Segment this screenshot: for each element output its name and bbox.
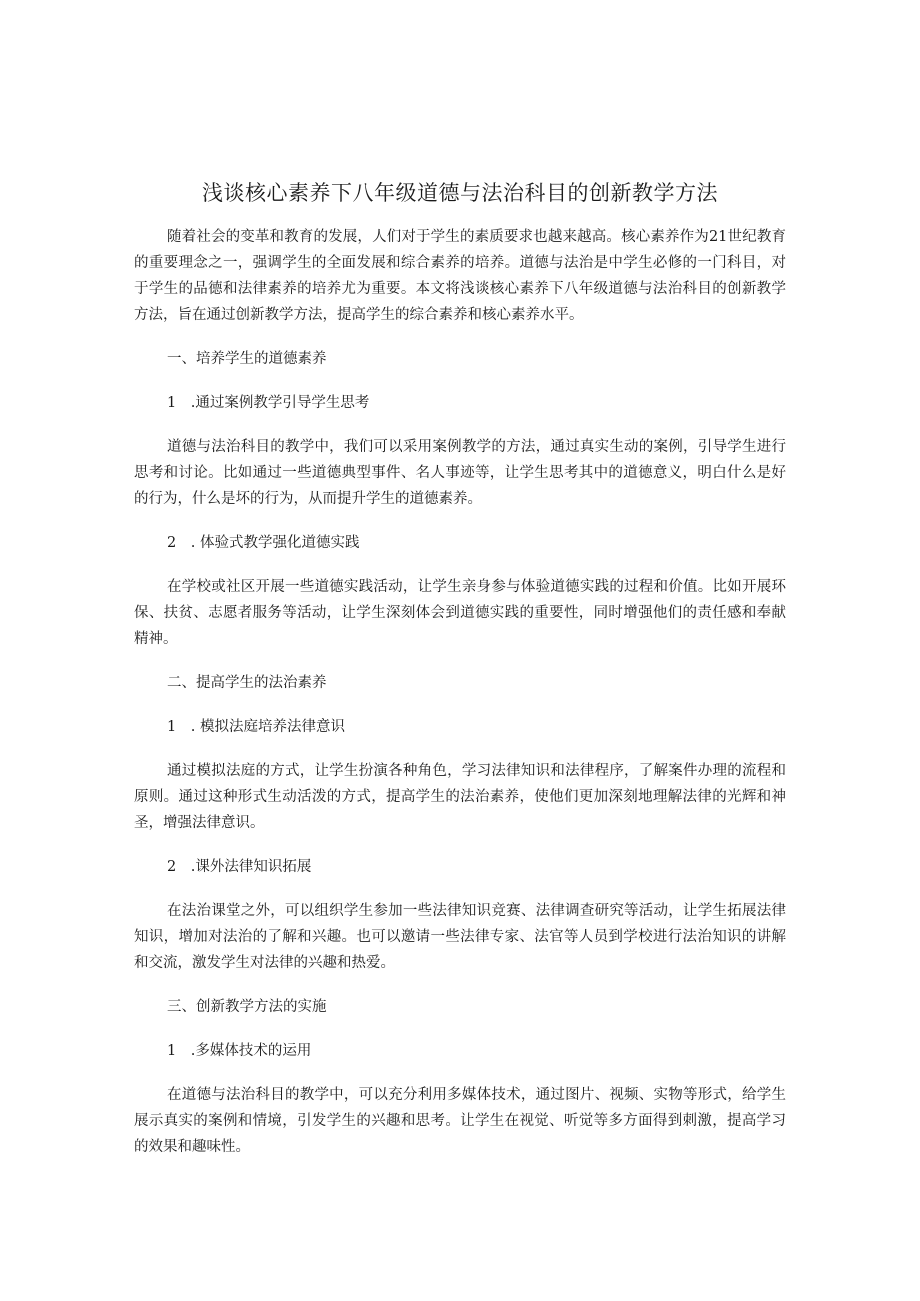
section-1-item-2-label: 2 . 体验式教学强化道德实践 [167, 535, 360, 551]
section-1-item-2-text: 在学校或社区开展一些道德实践活动，让学生亲身参与体验道德实践的过程和价值。比如开展环保、扶贫、志愿者服务等活动，让学生深刻体会到道德实践的重要性，同时增强他们的责任感和奉献精神。 [134, 579, 786, 647]
section-1-item-1-label: 1 .通过案例教学引导学生思考 [167, 395, 370, 411]
section-2-item-2-text: 在法治课堂之外，可以组织学生参加一些法律知识竞赛、法律调查研究等活动，让学生拓展法律知识，增加对法治的了解和兴趣。也可以邀请一些法律专家、法官等人员到学校进行法治知识的讲解和交流，激发学生对法律的兴趣和热爱。 [134, 903, 786, 971]
section-3-item-1-label: 1 .多媒体技术的运用 [167, 1043, 312, 1059]
section-1-heading: 一、培养学生的道德素养 [167, 351, 327, 367]
intro-paragraph: 随着社会的变革和教育的发展，人们对于学生的素质要求也越来越高。核心素养作为21世纪教育的重要理念之一，强调学生的全面发展和综合素养的培养。道德与法治是中学生必修的一门科目，对于学生的品德和法律素养的培养尤为重要。本文将浅谈核心素养下八年级道德与法治科目的创新教学方法，旨在通过创新教学方法，提高学生的综合素养和核心素养水平。 [134, 229, 786, 323]
section-2-heading: 二、提高学生的法治素养 [167, 675, 327, 691]
document-body [134, 224, 786, 1178]
section-1-item-1-text: 道德与法治科目的教学中，我们可以采用案例教学的方法，通过真实生动的案例，引导学生进行思考和讨论。比如通过一些道德典型事件、名人事迹等，让学生思考其中的道德意义，明白什么是好的行为，什么是坏的行为，从而提升学生的道德素养。 [134, 439, 786, 507]
section-2-item-2-label: 2 .课外法律知识拓展 [167, 859, 312, 875]
document-title: 浅谈核心素养下八年级道德与法治科目的创新教学方法 [202, 181, 718, 205]
section-3-item-1-text: 在道德与法治科目的教学中，可以充分利用多媒体技术，通过图片、视频、实物等形式，给学生展示真实的案例和情境，引发学生的兴趣和思考。让学生在视觉、听觉等多方面得到刺激，提高学习的效果和趣味性。 [134, 1087, 786, 1155]
section-2-item-1-text: 通过模拟法庭的方式，让学生扮演各种角色，学习法律知识和法律程序，了解案件办理的流程和原则。通过这种形式生动活泼的方式，提高学生的法治素养，使他们更加深刻地理解法律的光辉和神圣，增强法律意识。 [134, 763, 786, 831]
section-2-item-1-label: 1 . 模拟法庭培养法律意识 [167, 719, 345, 735]
section-3-heading: 三、创新教学方法的实施 [167, 999, 327, 1015]
